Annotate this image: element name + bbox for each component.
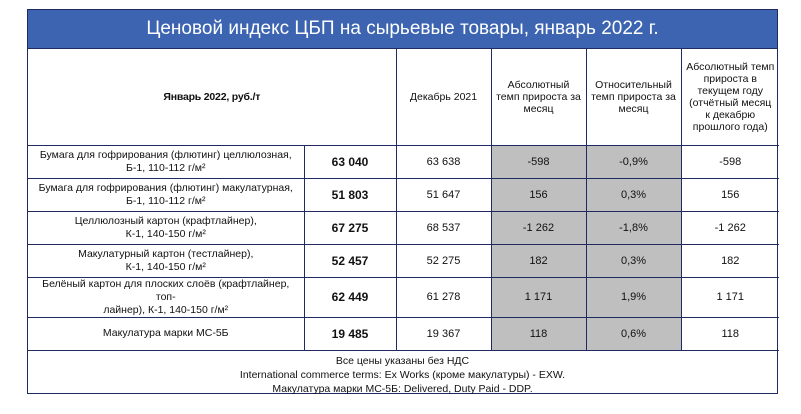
footnote-vat: Все цены указаны без НДС <box>335 354 470 367</box>
header-prev-month: Декабрь 2021 <box>396 49 491 145</box>
abs-year-change: -598 <box>681 145 779 178</box>
prev-price: 52 275 <box>396 244 491 277</box>
abs-year-change: 1 171 <box>681 277 779 317</box>
table-header-row <box>28 49 779 145</box>
footnote-incoterms: International commerce terms: Ex Works (кроме макулатуры) - EXW. <box>239 368 566 381</box>
table-row <box>28 211 779 244</box>
rel-month-change: 0,3% <box>586 244 681 277</box>
product-name: Макулатура марки МС-5Б <box>28 317 304 350</box>
abs-month-change: 118 <box>491 317 586 350</box>
footnote-waste-paper: Макулатура марки МС-5Б: Delivered, Duty Paid - DDP. <box>272 382 533 395</box>
current-price: 52 457 <box>304 244 396 277</box>
rel-month-change: 1,9% <box>586 277 681 317</box>
table-footnotes <box>28 351 777 396</box>
table-row <box>28 244 779 277</box>
product-name: Макулатурный картон (тестлайнер), К-1, 140-150 г/м² <box>28 244 304 277</box>
abs-month-change: 1 171 <box>491 277 586 317</box>
abs-year-change: 156 <box>681 178 779 211</box>
header-rel-month: Относительный темп прироста за месяц <box>586 49 681 145</box>
product-name: Бумага для гофрирования (флютинг) целлюлозная, Б-1, 110-112 г/м² <box>28 145 304 178</box>
header-period: Январь 2022, руб./т <box>28 49 396 145</box>
abs-month-change: 156 <box>491 178 586 211</box>
rel-month-change: 0,3% <box>586 178 681 211</box>
abs-year-change: 118 <box>681 317 779 350</box>
current-price: 63 040 <box>304 145 396 178</box>
current-price: 19 485 <box>304 317 396 350</box>
abs-month-change: -1 262 <box>491 211 586 244</box>
header-abs-month: Абсолютный темп прироста за месяц <box>491 49 586 145</box>
prev-price: 61 278 <box>396 277 491 317</box>
table-row <box>28 145 779 178</box>
product-name: Белёный картон для плоских слоёв (крафтлайнер, топ- лайнер), К-1, 140-150 г/м² <box>28 277 304 317</box>
header-abs-year: Абсолютный темп прироста в текущем году (отчётный месяц к декабрю прошлого года) <box>681 49 779 145</box>
prev-price: 63 638 <box>396 145 491 178</box>
product-name: Целлюлозный картон (крафтлайнер), К-1, 140-150 г/м² <box>28 211 304 244</box>
rel-month-change: 0,6% <box>586 317 681 350</box>
abs-year-change: -1 262 <box>681 211 779 244</box>
price-index-panel <box>27 9 778 394</box>
current-price: 62 449 <box>304 277 396 317</box>
table-row <box>28 178 779 211</box>
abs-month-change: -598 <box>491 145 586 178</box>
prev-price: 68 537 <box>396 211 491 244</box>
current-price: 51 803 <box>304 178 396 211</box>
price-table <box>28 49 779 351</box>
panel-title: Ценовой индекс ЦБП на сырьевые товары, январь 2022 г. <box>28 10 777 49</box>
abs-month-change: 182 <box>491 244 586 277</box>
prev-price: 51 647 <box>396 178 491 211</box>
rel-month-change: -0,9% <box>586 145 681 178</box>
rel-month-change: -1,8% <box>586 211 681 244</box>
table-row <box>28 277 779 317</box>
current-price: 67 275 <box>304 211 396 244</box>
product-name: Бумага для гофрирования (флютинг) макулатурная, Б-1, 110-112 г/м² <box>28 178 304 211</box>
prev-price: 19 367 <box>396 317 491 350</box>
table-row <box>28 317 779 350</box>
abs-year-change: 182 <box>681 244 779 277</box>
